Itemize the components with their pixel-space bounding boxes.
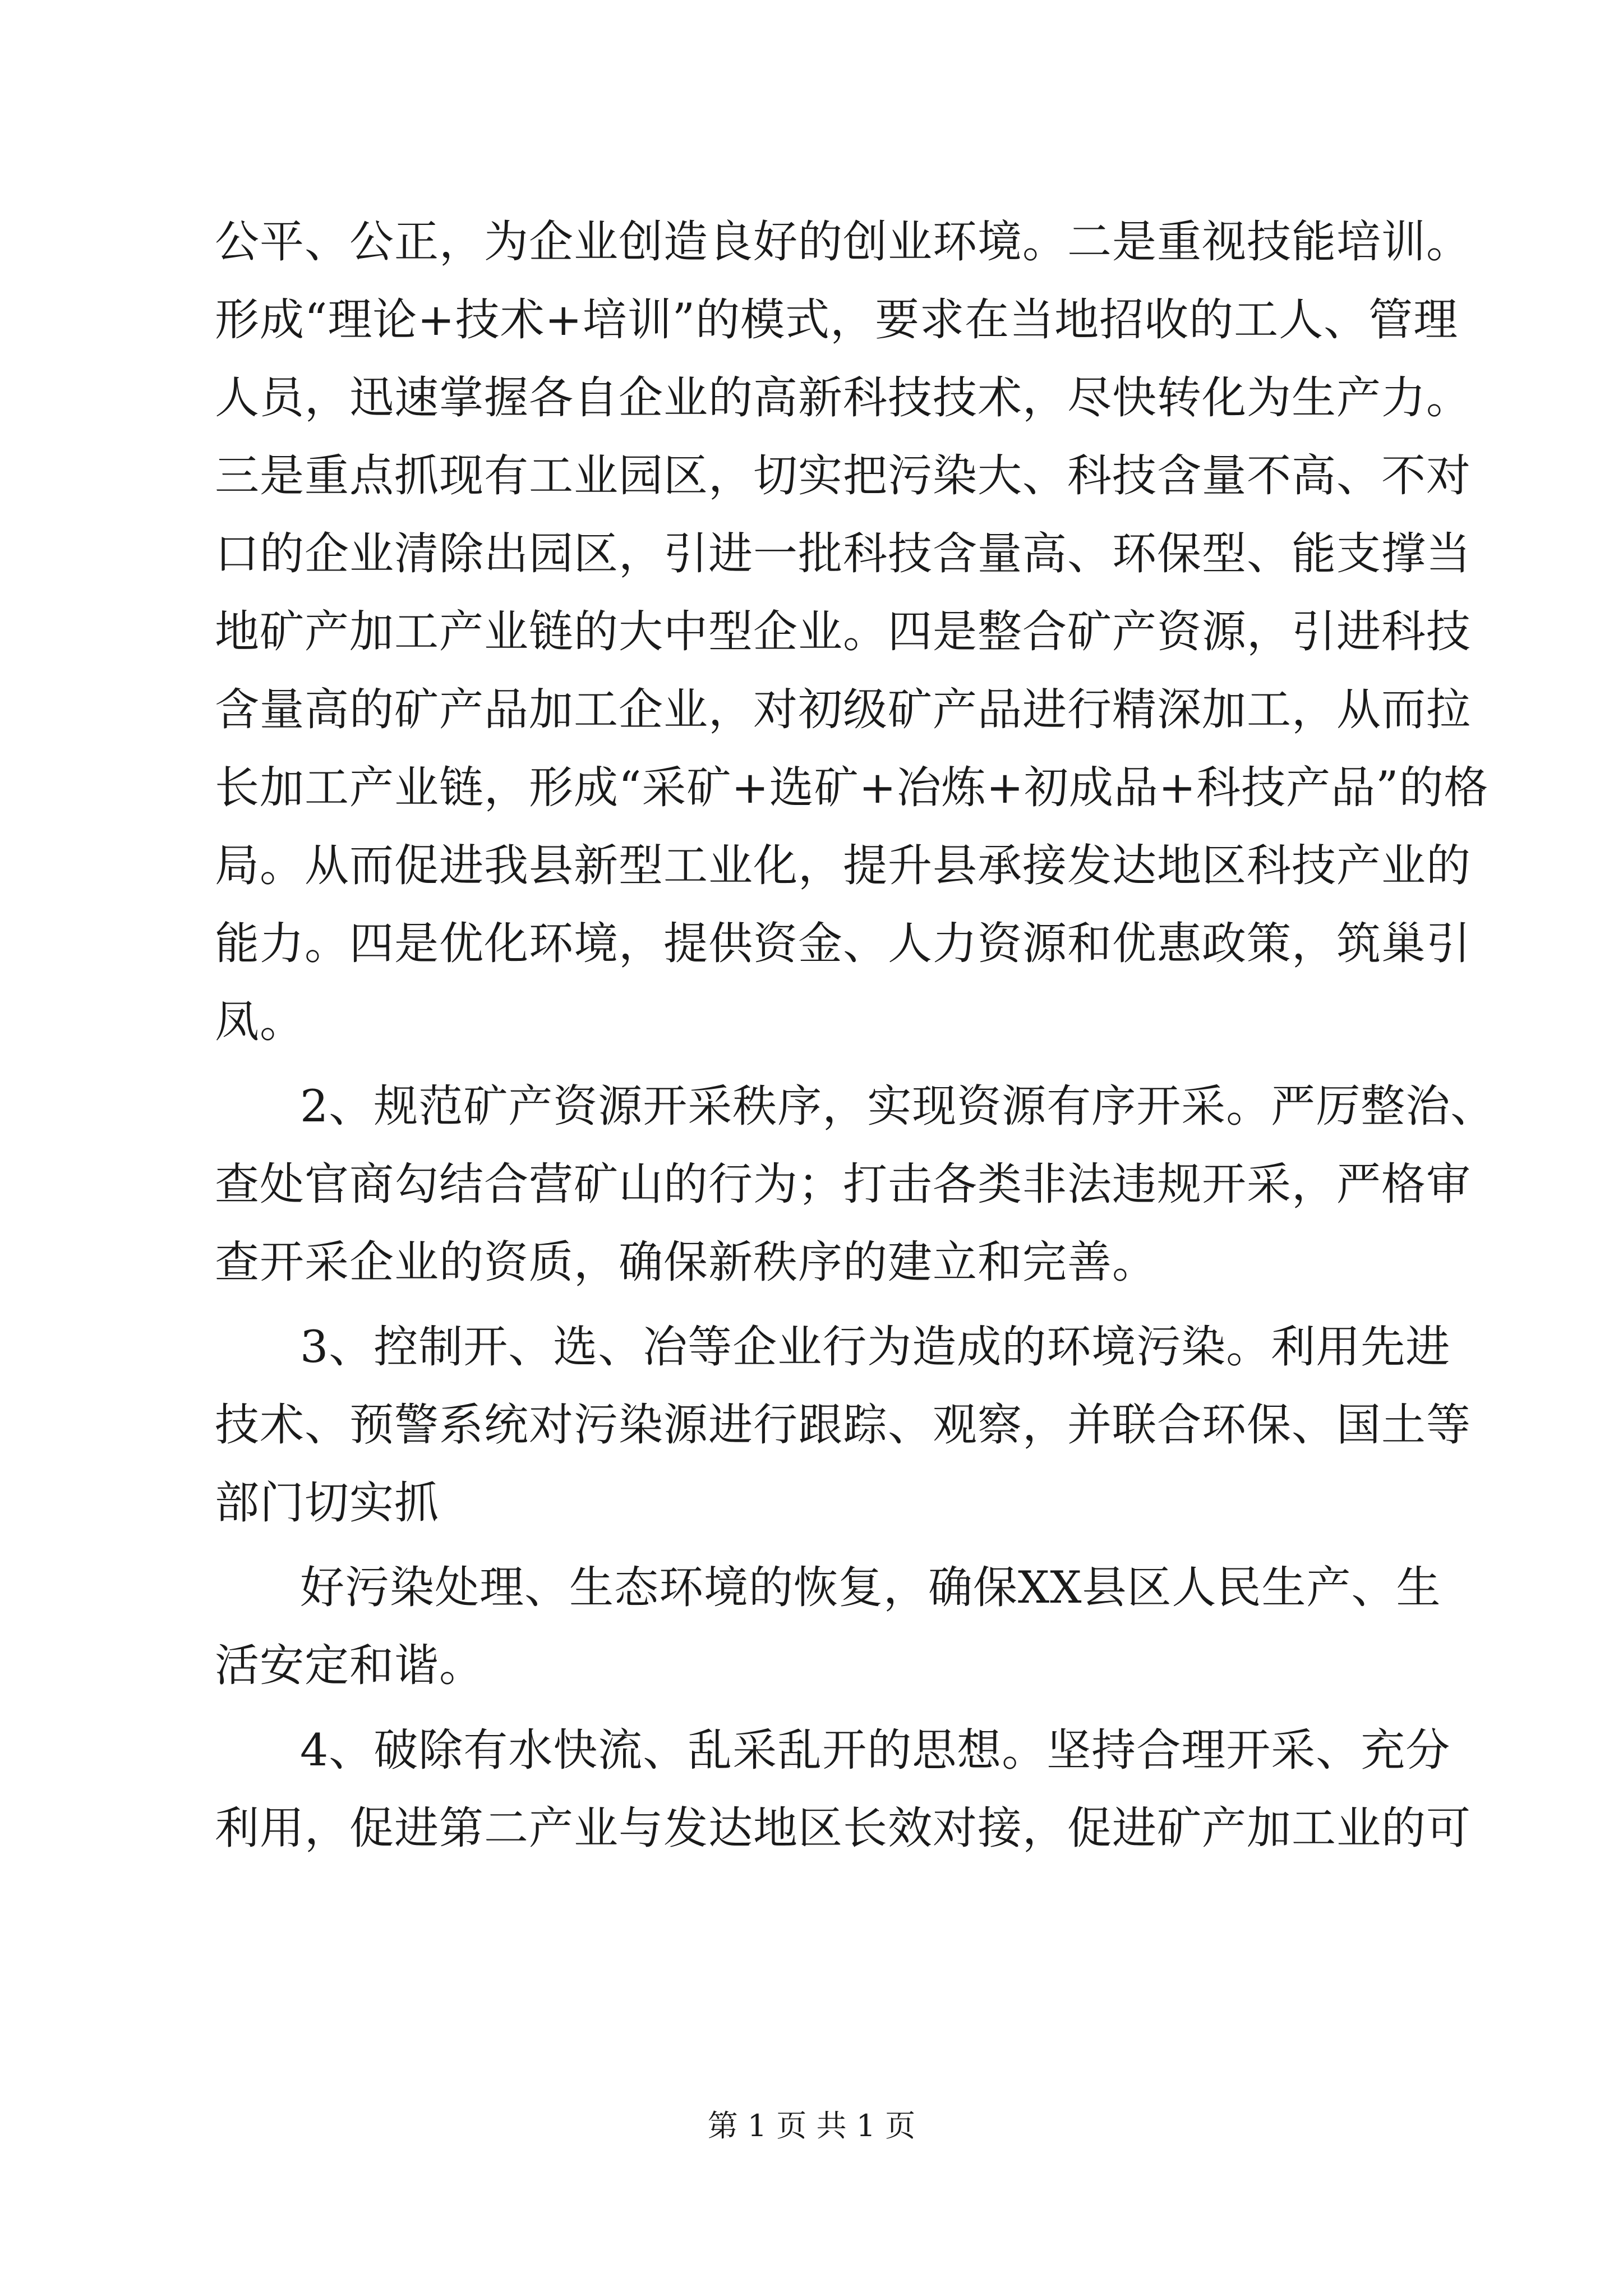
text-line: 查开采企业的资质，确保新秩序的建立和完善。	[215, 1236, 1157, 1288]
text-line: 长加工产业链，形成“采矿+选矿+冶炼+初成品+科技产品”的格	[215, 762, 1489, 813]
text-line: 活安定和谐。	[215, 1640, 484, 1691]
paragraph-5	[215, 1711, 1471, 1867]
paragraph-1	[215, 203, 1489, 1061]
text-line: 形成“理论+技术+培训”的模式，要求在当地招收的工人、管理	[215, 294, 1459, 346]
text-line: 好污染处理、生态环境的恢复，确保XX县区人民生产、生	[300, 1562, 1441, 1613]
text-line: 口的企业清除出园区，引进一批科技含量高、环保型、能支撑当	[215, 528, 1471, 579]
text-line: 地矿产加工产业链的大中型企业。四是整合矿产资源，引进科技	[215, 606, 1471, 657]
text-line: 人员，迅速掌握各自企业的高新科技技术，尽快转化为生产力。	[215, 372, 1471, 424]
paragraph-3	[215, 1308, 1471, 1542]
text-line: 三是重点抓现有工业园区，切实把污染大、科技含量不高、不对	[215, 450, 1471, 501]
text-line: 3、控制开、选、冶等企业行为造成的环境污染。利用先进	[300, 1321, 1451, 1373]
text-line: 公平、公正，为企业创造良好的创业环境。二是重视技能培训。	[215, 216, 1471, 268]
text-line: 部门切实抓	[215, 1477, 439, 1529]
text-line: 凤。	[215, 996, 305, 1047]
text-line: 利用，促进第二产业与发达地区长效对接，促进矿产加工业的可	[215, 1802, 1471, 1854]
text-line: 2、规范矿产资源开采秩序，实现资源有序开采。严厉整治、	[300, 1080, 1496, 1132]
text-line: 能力。四是优化环境，提供资金、人力资源和优惠政策，筑巢引	[215, 918, 1471, 969]
paragraph-4	[215, 1549, 1441, 1705]
paragraph-2	[215, 1068, 1496, 1301]
document-body	[215, 203, 1496, 1867]
text-line: 查处官商勾结合营矿山的行为；打击各类非法违规开采，严格审	[215, 1158, 1471, 1210]
text-line: 技术、预警系统对污染源进行跟踪、观察，并联合环保、国土等	[215, 1399, 1471, 1451]
text-line: 含量高的矿产品加工企业，对初级矿产品进行精深加工，从而拉	[215, 684, 1471, 735]
text-line: 局。从而促进我县新型工业化，提升县承接发达地区科技产业的	[215, 840, 1471, 891]
page-number-footer: 第 1 页 共 1 页	[707, 2108, 916, 2143]
text-line: 4、破除有水快流、乱采乱开的思想。坚持合理开采、充分	[300, 1724, 1451, 1776]
